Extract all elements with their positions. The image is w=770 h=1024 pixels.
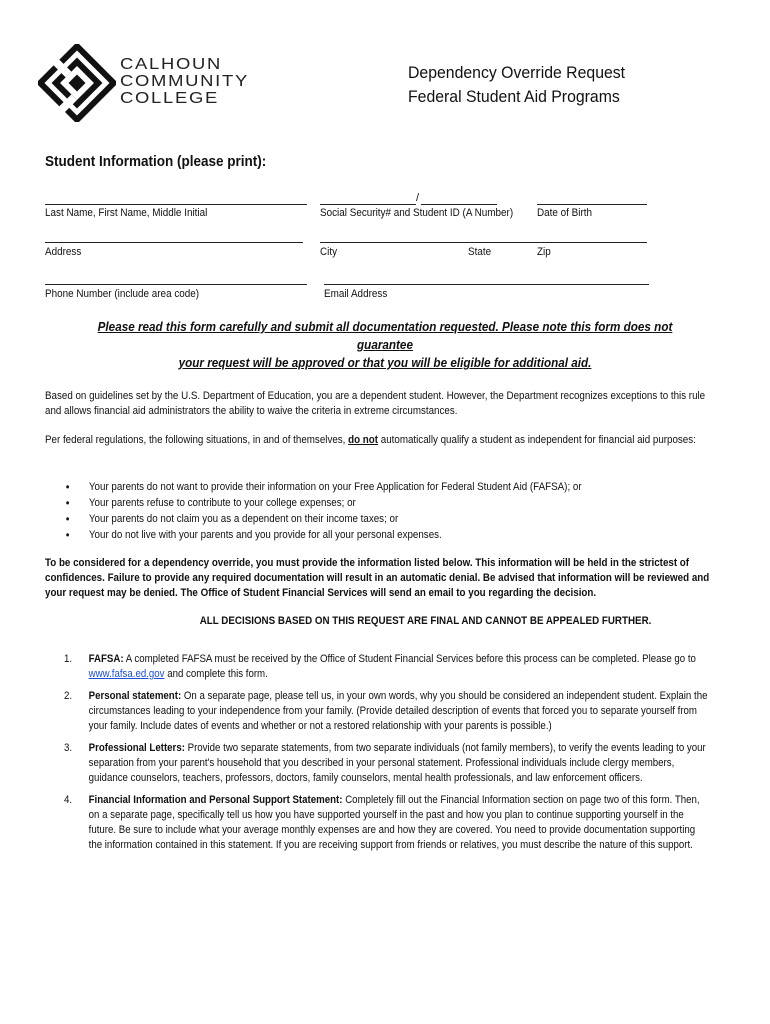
name-label: Last Name, First Name, Middle Initial <box>45 207 208 219</box>
ssn-id-separator: / <box>416 192 420 204</box>
item-text: Provide two separate statements, from two separate individuals (not family members), to verify the events leading to your separation from your parent's household that you described in your personal statement. Professional individuals include clergy members, guidance counselors, teachers, professors, doctors, family counselors, mental health professionals, and law enforcement officers. <box>88 742 706 784</box>
requirements-list <box>64 652 711 860</box>
ssn-field-line[interactable] <box>320 204 416 205</box>
requirement-fafsa <box>64 652 711 682</box>
college-logo <box>38 44 298 124</box>
state-label: State <box>468 246 492 258</box>
logo-line-2: COMMUNITY <box>120 73 249 90</box>
city-label: City <box>320 246 338 258</box>
zip-label: Zip <box>537 246 551 258</box>
notice-line-1: Please read this form carefully and submit all documentation requested. Please note this form does not guarantee <box>97 319 673 352</box>
item-text: A completed FAFSA must be received by the Office of Student Financial Services before this process can be completed. Please go to <box>123 653 696 665</box>
dob-field-line[interactable] <box>537 204 647 205</box>
address-field-line[interactable] <box>45 242 303 243</box>
item-number: 4. <box>64 794 73 806</box>
situations-list <box>64 479 582 543</box>
list-item: • Your parents do not want to provide their information on your Free Application for Federal Student Aid (FAFSA); or <box>64 479 582 495</box>
list-item: • Your parents refuse to contribute to your college expenses; or <box>64 495 582 511</box>
item-label: FAFSA: <box>88 653 124 665</box>
item-number: 3. <box>64 742 73 754</box>
calhoun-logo-mark-icon <box>38 44 116 122</box>
fafsa-link[interactable]: www.fafsa.ed.gov <box>88 668 165 680</box>
notice-line-2: your request will be approved or that you will be eligible for additional aid. <box>178 355 592 370</box>
regulations-text-before: Per federal regulations, the following situations, in and of themselves, <box>45 434 349 446</box>
regulations-paragraph <box>45 433 721 448</box>
final-decision-notice: ALL DECISIONS BASED ON THIS REQUEST ARE FINAL AND CANNOT BE APPEALED FURTHER. <box>199 615 652 627</box>
address-label: Address <box>45 246 82 258</box>
requirement-personal-statement <box>64 689 711 734</box>
city-state-zip-field-line[interactable] <box>320 242 647 243</box>
title-line-2: Federal Student Aid Programs <box>408 87 620 106</box>
list-item: • Your do not live with your parents and you provide for all your personal expenses. <box>64 527 582 543</box>
item-text: Completely fill out the Financial Information section on page two of this form. Then, on a separate page, specifically tell us how you have supported yourself in the past and how you plan to continue supporting yourself in the future. Be sure to include what your average monthly expenses are and how they are covered. You need to provide documentation supporting the information contained in this statement. If you are receiving support from friends or relatives, you must describe the nature of this support. <box>88 794 700 851</box>
intro-paragraph: Based on guidelines set by the U.S. Department of Education, you are a dependent student. However, the Department recognizes exceptions to this rule and allows financial aid administrators the ability to waive the criteria in extreme circumstances. <box>45 390 706 417</box>
college-name <box>120 56 249 107</box>
logo-line-1: CALHOUN <box>120 56 223 73</box>
item-number: 1. <box>64 653 73 665</box>
regulations-text-after: automatically qualify a student as independent for financial aid purposes: <box>378 434 696 446</box>
item-label: Personal statement: <box>88 690 182 702</box>
item-text: On a separate page, please tell us, in your own words, why you should be considered an independent student. Explain the circumstances leading to your independence from your family. (Provide detailed description of events that forced you to separate yourself from your family. Include dates of events and whether or not a restored relationship with your parents is possible.) <box>88 690 708 732</box>
item-number: 2. <box>64 690 73 702</box>
email-label: Email Address <box>324 288 388 300</box>
requirement-professional-letters <box>64 741 711 786</box>
phone-label: Phone Number (include area code) <box>45 288 200 300</box>
do-not-emphasis: do not <box>348 434 379 446</box>
student-id-field-line[interactable] <box>421 204 497 205</box>
item-label: Professional Letters: <box>88 742 185 754</box>
document-title <box>408 61 625 109</box>
item-text-after: and complete this form. <box>164 668 268 680</box>
dob-label: Date of Birth <box>537 207 593 219</box>
item-label: Financial Information and Personal Support Statement: <box>88 794 343 806</box>
phone-field-line[interactable] <box>45 284 307 285</box>
title-line-1: Dependency Override Request <box>408 63 626 82</box>
student-info-heading: Student Information (please print): <box>45 153 267 170</box>
important-notice <box>75 318 696 372</box>
consideration-paragraph: To be considered for a dependency override, you must provide the information listed below. This information will be held in the strictest of confidences. Failure to provide any required documentation will result in an automatic denial. Be advised that information will be reviewed and your request may be denied. The Office of Student Financial Services will send an email to you regarding the decision. <box>45 557 710 599</box>
requirement-financial-information <box>64 793 711 853</box>
ssn-id-label: Social Security# and Student ID (A Number) <box>320 207 514 219</box>
email-field-line[interactable] <box>324 284 649 285</box>
name-field-line[interactable] <box>45 204 307 205</box>
list-item: • Your parents do not claim you as a dependent on their income taxes; or <box>64 511 582 527</box>
logo-line-3: COLLEGE <box>120 90 220 107</box>
